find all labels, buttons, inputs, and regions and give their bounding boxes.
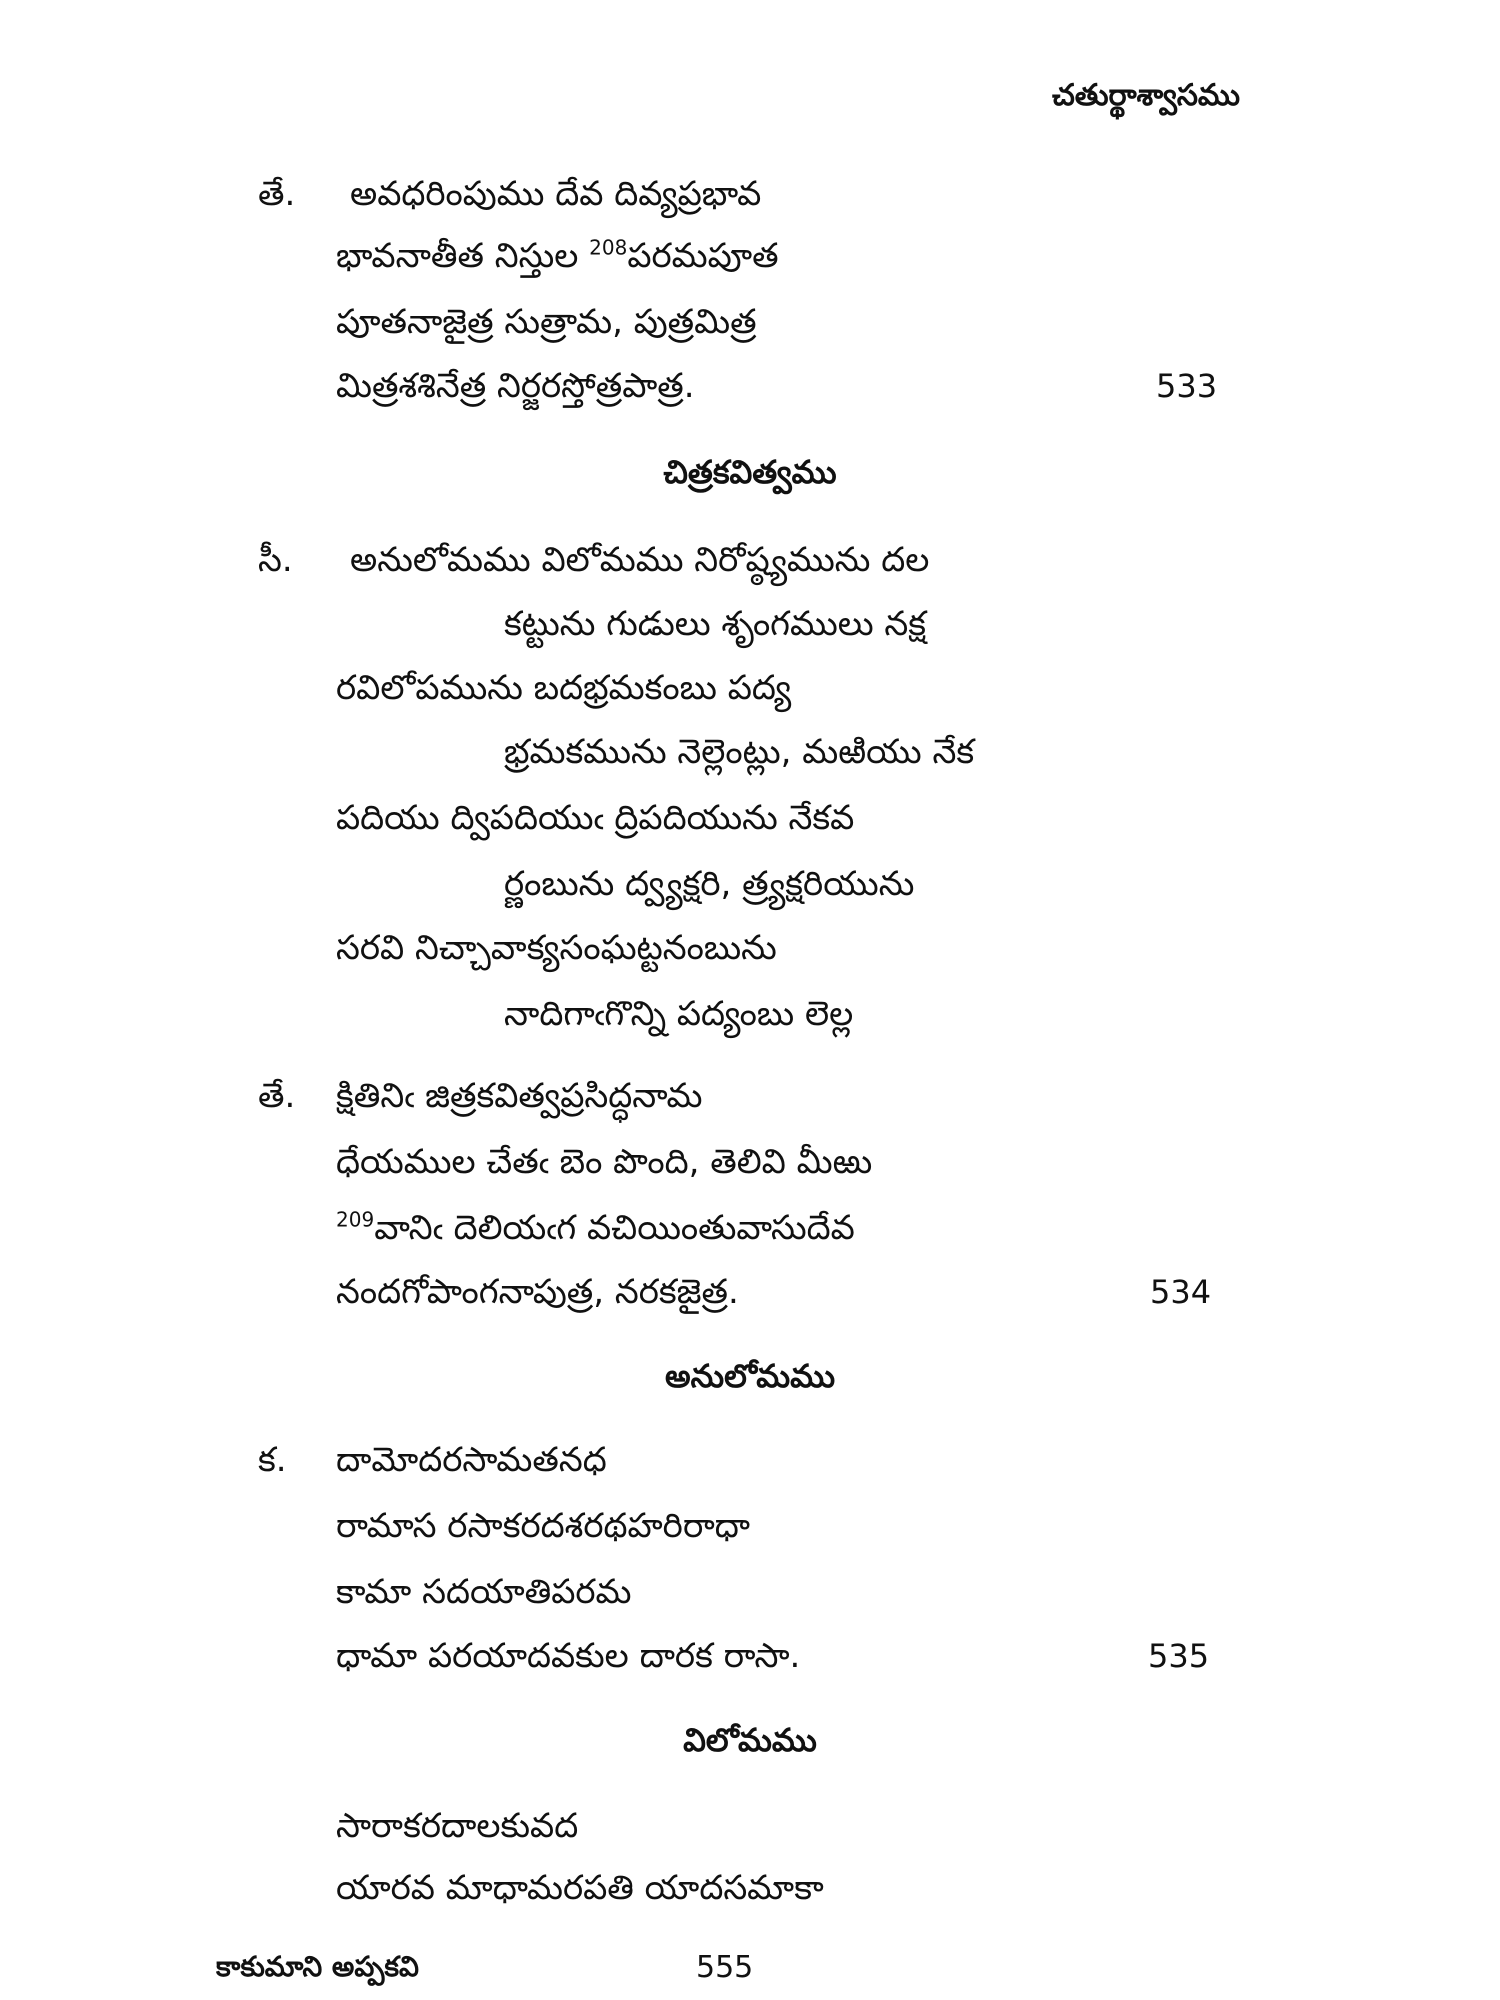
verse-meter-marker: తే. (258, 1076, 296, 1116)
verse-line: సరవి నిచ్చావాక్యసంఘట్టనంబును (336, 928, 777, 968)
verse-line: కామా సదయాతిపరమ (336, 1572, 632, 1612)
verse-line: యారవ మాధామరపతి యాదసమాకా (336, 1868, 824, 1908)
verse-meter-marker: తే. (258, 174, 296, 214)
verse-line: క్షితినిఁ జిత్రకవిత్వప్రసిద్ధనామ (336, 1076, 703, 1116)
section-heading: విలోమము (683, 1721, 817, 1759)
verse-line: భ్రమకమును నెల్లెంట్లు, మఱియు నేక (504, 732, 975, 772)
verse-line (336, 1208, 855, 1248)
verse-number: 534 (1150, 1273, 1212, 1311)
verse-line: మిత్రశశినేత్ర నిర్జరస్తోత్రపాత్ర. (336, 366, 695, 406)
verse-line: రవిలోపమును బదభ్రమకంబు పద్య (336, 668, 792, 708)
verse-line: అనులోమము విలోమము నిరోష్ఠ్యమును దల (350, 540, 930, 580)
verse-line: ధేయముల చేతఁ బెం పొంది, తెలివి మీఱు (336, 1142, 873, 1182)
verse-line: కట్టును గుడులు శృంగములు నక్ష (504, 604, 927, 644)
footer-page-number: 555 (696, 1950, 754, 1985)
section-heading: చిత్రకవిత్వము (663, 453, 837, 491)
verse-line (336, 236, 779, 276)
verse-line: ధామా పరయాదవకుల దారక రాసా. (336, 1636, 801, 1676)
verse-line: అవధరింపుము దేవ దివ్యప్రభావ (350, 174, 762, 214)
verse-line: ర్ణంబును ద్వ్యక్షరి, త్ర్యక్షరియును (504, 864, 915, 904)
verse-line-text: భావనాతీత నిస్తుల (336, 236, 590, 276)
verse-line: దామోదరసామతనధ (336, 1440, 607, 1480)
verse-line: రామాస రసాకరదశరథహరిరాధా (336, 1506, 751, 1546)
verse-number: 535 (1148, 1637, 1210, 1675)
verse-line-text: పరమపూత (627, 236, 779, 276)
running-head: చతుర్థాశ్వాసము (1051, 78, 1240, 113)
footnote-ref: 209 (336, 1207, 375, 1232)
verse-line-text: వానిఁ దెలియఁగ వచియింతువాసుదేవ (374, 1208, 855, 1248)
verse-line: నాదిగాఁగొన్ని పద్యంబు లెల్ల (504, 994, 854, 1034)
footnote-ref: 208 (589, 235, 628, 260)
verse-line: పూతనాజైత్ర సుత్రామ, పుత్రమిత్ర (336, 302, 757, 342)
section-heading: అనులోమము (664, 1357, 836, 1395)
verse-meter-marker: సీ. (258, 540, 293, 580)
verse-number: 533 (1156, 367, 1218, 405)
verse-line: పదియు ద్విపదియుఁ ద్రిపదియును నేకవ (336, 798, 855, 838)
footer-book-title: కాకుమాని అప్పకవి (216, 1950, 419, 1983)
verse-meter-marker: క. (258, 1440, 287, 1480)
verse-line: నందగోపాంగనాపుత్ర, నరకజైత్ర. (336, 1272, 739, 1312)
verse-line: సారాకరదాలకువద (336, 1806, 579, 1846)
